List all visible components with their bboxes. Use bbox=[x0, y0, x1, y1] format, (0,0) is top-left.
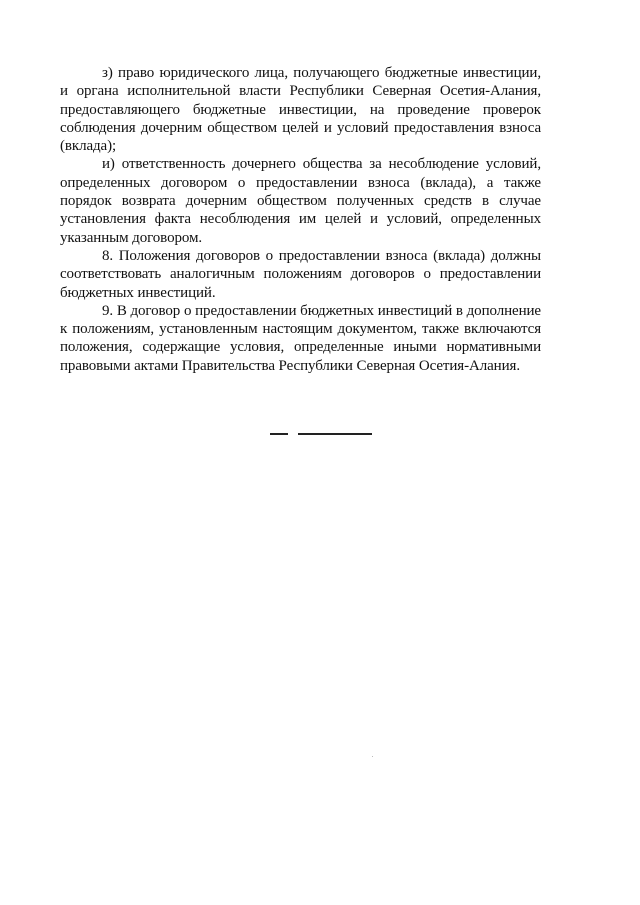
document-body bbox=[60, 64, 541, 375]
separator-short-segment bbox=[270, 433, 288, 435]
paragraph-item-8: 8. Положения договоров о предоставлении взноса (вклада) должны соответствовать аналогичным положениям договоров о предоставлении бюджетных инвестиций. bbox=[60, 247, 541, 301]
paragraph-item-9: 9. В договор о предоставлении бюджетных инвестиций в дополнение к положениям, установленным настоящим документом, также включаются положения, содержащие условия, определенные иными нормативными правовыми актами Правительства Республики Северная Осетия-Алания. bbox=[60, 302, 541, 374]
scan-speck bbox=[372, 756, 373, 757]
paragraph-item-z: з) право юридического лица, получающего бюджетные инвестиции, и органа исполнительной власти Республики Северная Осетия-Алания, предоставляющего бюджетные инвестиции, на проведение проверок соблюдения дочерним обществом целей и условий предоставления взноса (вклада); bbox=[60, 65, 541, 155]
separator-long-segment bbox=[298, 433, 372, 435]
paragraph-item-i: и) ответственность дочернего общества за несоблюдение условий, определенных договором о предоставлении взноса (вклада), а также порядок возврата дочерним обществом полученных средств в случае установления факта несоблюдения им целей и условий, определенных указанным договором. bbox=[60, 156, 541, 246]
